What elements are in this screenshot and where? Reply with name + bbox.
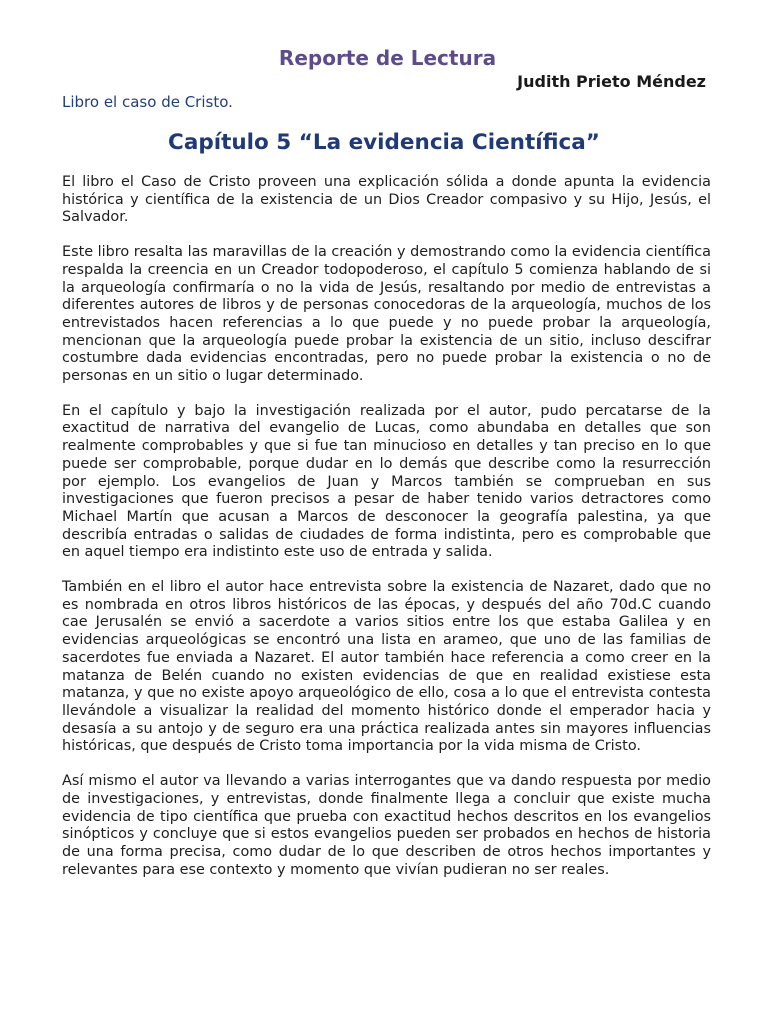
chapter-title: Capítulo 5 “La evidencia Científica” <box>168 130 600 155</box>
author-name: Judith Prieto Méndez <box>517 72 706 91</box>
paragraph-4: También en el libro el autor hace entrevista sobre la existencia de Nazaret, dado que no es nombrada en otros libros históricos de las épocas, y después del año 70d.C cuando cae Jerusalén se envió a sacerdote a varios sitios entre los que estaba Galilea y en evidencias arqueológicas se encontró una lista en arameo, que uno de las familias de sacerdotes fue enviada a Nazaret. El autor también hace referencia a como creer en la matanza de Belén cuando no existen evidencias de que en realidad existiese esta matanza, y que no existe apoyo arqueológico de ello, cosa a lo que el entrevista contesta llevándole a visualizar la realidad del momento histórico donde el emperador hacia y desasía a su antojo y de seguro era una práctica realizada antes sin mayores influencias históricas, que después de Cristo toma importancia por la vida misma de Cristo. <box>62 579 711 755</box>
paragraph-3: En el capítulo y bajo la investigación realizada por el autor, pudo percatarse de la exactitud de narrativa del evangelio de Lucas, como abundaba en detalles que son realmente comprobables y que si fue tan minucioso en detalles y tan preciso en lo que puede ser comprobable, porque dudar en lo demás que describe como la resurrección por ejemplo. Los evangelios de Juan y Marcos también se comprueban en sus investigaciones que fueron precisos a pesar de haber tenido varios detractores como Michael Martín que acusan a Marcos de desconocer la geografía palestina, ya que describía entradas o salidas de ciudades de forma indistinta, pero es comprobable que en aquel tiempo era indistinto este uso de entrada y salida. <box>62 402 711 561</box>
report-title: Reporte de Lectura <box>278 46 497 70</box>
book-title: Libro el caso de Cristo. <box>62 93 233 111</box>
paragraph-2: Este libro resalta las maravillas de la creación y demostrando como la evidencia científica respalda la creencia en un Creador todopoderoso, el capítulo 5 comienza hablando de si la arqueología confirmaría o no la vida de Jesús, resaltando por medio de entrevistas a diferentes autores de libros y de personas conocedoras de la arqueología, muchos de los entrevistados hacen referencias a lo que puede y no puede probar la arqueología, mencionan que la arqueología puede probar la existencia de un sitio, incluso descifrar costumbre dada evidencias encontradas, pero no puede probar la existencia o no de personas en un sitio o lugar determinado. <box>62 244 711 385</box>
body-text <box>62 174 711 896</box>
paragraph-1: El libro el Caso de Cristo proveen una explicación sólida a donde apunta la evidencia histórica y científica de la existencia de un Dios Creador compasivo y su Hijo, Jesús, el Salvador. <box>62 174 711 226</box>
paragraph-5: Así mismo el autor va llevando a varias interrogantes que va dando respuesta por medio de investigaciones, y entrevistas, donde finalmente llega a concluir que existe mucha evidencia de tipo científica que prueba con exactitud hechos descritos en los evangelios sinópticos y concluye que si estos evangelios pueden ser probados en hechos de historia de una forma precisa, como dudar de lo que describen de otros hechos importantes y relevantes para ese contexto y momento que vivían pudieran no ser reales. <box>62 773 711 878</box>
